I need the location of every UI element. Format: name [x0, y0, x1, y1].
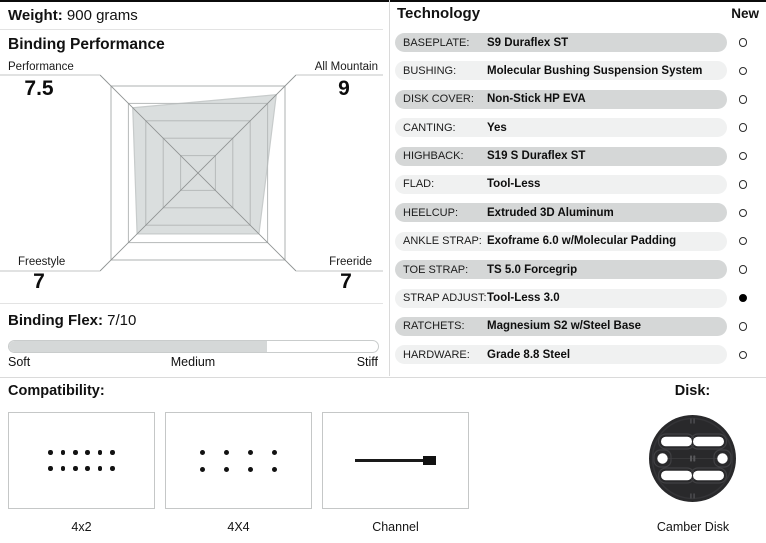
channel-plug — [423, 456, 436, 465]
tech-row-value: Extruded 3D Aluminum — [487, 206, 614, 219]
mount-hole-dot — [61, 466, 66, 471]
weight-row — [8, 7, 138, 24]
flex-meter — [8, 340, 379, 353]
divider — [0, 377, 766, 378]
tech-pill — [395, 61, 727, 80]
mount-hole-dot — [98, 466, 103, 471]
technology-header — [395, 5, 759, 22]
tech-pill — [395, 260, 727, 279]
tech-row — [395, 175, 759, 194]
mount-hole-dot — [248, 467, 253, 472]
tech-row — [395, 289, 759, 308]
tech-row-value: Tool-Less 3.0 — [487, 292, 560, 305]
technology-table — [395, 33, 759, 374]
binding-flex-value: 7/10 — [107, 312, 137, 329]
mount-hole-dot — [110, 466, 115, 471]
new-indicator-cell — [727, 38, 759, 47]
new-indicator-cell — [727, 237, 759, 246]
flex-meter-fill — [9, 341, 267, 352]
new-indicator-empty-icon — [739, 67, 748, 76]
vertical-divider — [389, 0, 390, 376]
tech-row — [395, 147, 759, 166]
mount-hole-dot — [85, 450, 90, 455]
flex-scale-medium: Medium — [170, 355, 216, 369]
flex-scale-stiff: Stiff — [356, 355, 378, 369]
new-indicator-cell — [727, 180, 759, 189]
compat-box-4x4 — [165, 412, 312, 509]
camber-disk-image — [648, 414, 737, 503]
radar-data-polygon — [133, 95, 277, 234]
compatibility-title: Compatibility: — [8, 383, 105, 399]
mount-hole-dot — [98, 450, 103, 455]
mount-hole-dot — [224, 450, 229, 455]
compat-box-channel — [322, 412, 469, 509]
mount-hole-dot — [73, 466, 78, 471]
radar-value-performance: 7.5 — [24, 77, 54, 100]
tech-row-label: HIGHBACK: — [403, 150, 464, 163]
radar-value-all-mountain: 9 — [338, 77, 350, 100]
tech-row-value: Grade 8.8 Steel — [487, 348, 571, 361]
mount-hole-dot — [61, 450, 66, 455]
radar-label-freeride: Freeride — [329, 256, 372, 268]
tech-pill — [395, 90, 727, 109]
mount-hole-dot — [200, 467, 205, 472]
new-indicator-empty-icon — [739, 95, 748, 104]
tech-row-value: Non-Stick HP EVA — [487, 93, 586, 106]
mount-hole-dot — [272, 467, 277, 472]
top-border — [0, 0, 766, 2]
compat-box-4x2 — [8, 412, 155, 509]
tech-row — [395, 61, 759, 80]
new-indicator-empty-icon — [739, 152, 748, 161]
tech-pill — [395, 33, 727, 52]
tech-row-label: RATCHETS: — [403, 320, 465, 333]
new-column-header: New — [731, 6, 759, 21]
weight-label: Weight: — [8, 7, 63, 24]
radar-value-freeride: 7 — [340, 270, 352, 293]
radar-label-all-mountain: All Mountain — [314, 61, 378, 73]
camber-disk-label: Camber Disk — [656, 520, 730, 534]
weight-value: 900 grams — [66, 7, 138, 24]
tech-row-value: Yes — [487, 121, 507, 134]
tech-row-label: HEELCUP: — [403, 206, 459, 219]
tech-row-label: BUSHING: — [403, 64, 457, 77]
tech-pill — [395, 289, 727, 308]
tech-row-label: ANKLE STRAP: — [403, 235, 482, 248]
tech-row — [395, 232, 759, 251]
tech-row — [395, 317, 759, 336]
radar-value-freestyle: 7 — [33, 270, 45, 293]
tech-pill — [395, 345, 727, 364]
binding-flex-label: Binding Flex: — [8, 312, 103, 329]
tech-row-value: Tool-Less — [487, 178, 541, 191]
compat-label: Channel — [372, 520, 419, 534]
tech-row-value: S19 S Duraflex ST — [487, 150, 586, 163]
new-indicator-filled-icon — [739, 294, 748, 303]
tech-row — [395, 345, 759, 364]
new-indicator-cell — [727, 152, 759, 161]
tech-pill — [395, 118, 727, 137]
new-indicator-cell — [727, 351, 759, 360]
disk-title: Disk: — [674, 383, 711, 399]
mount-hole-dot — [48, 466, 53, 471]
divider — [0, 303, 383, 304]
divider — [0, 29, 383, 30]
new-indicator-cell — [727, 95, 759, 104]
tech-row-label: TOE STRAP: — [403, 263, 469, 276]
tech-row-label: BASEPLATE: — [403, 36, 470, 49]
tech-pill — [395, 175, 727, 194]
new-indicator-empty-icon — [739, 123, 748, 132]
tech-row-value: Magnesium S2 w/Steel Base — [487, 320, 642, 333]
tech-pill — [395, 147, 727, 166]
new-indicator-empty-icon — [739, 265, 748, 274]
tech-row-label: STRAP ADJUST: — [403, 292, 487, 305]
tech-pill — [395, 232, 727, 251]
tech-row-value: S9 Duraflex ST — [487, 36, 569, 49]
radar-label-performance: Performance — [8, 61, 74, 73]
tech-row-label: FLAD: — [403, 178, 435, 191]
tech-row-label: CANTING: — [403, 121, 456, 134]
tech-pill — [395, 203, 727, 222]
new-indicator-empty-icon — [739, 180, 748, 189]
new-indicator-cell — [727, 209, 759, 218]
mount-hole-dot — [48, 450, 53, 455]
new-indicator-empty-icon — [739, 322, 748, 331]
new-indicator-cell — [727, 322, 759, 331]
new-indicator-empty-icon — [739, 209, 748, 218]
mount-hole-dot — [110, 450, 115, 455]
mount-hole-dot — [85, 466, 90, 471]
tech-row-label: HARDWARE: — [403, 348, 470, 361]
tech-row — [395, 118, 759, 137]
tech-row-value: Exoframe 6.0 w/Molecular Padding — [487, 235, 677, 248]
mount-hole-dot — [73, 450, 78, 455]
new-indicator-cell — [727, 123, 759, 132]
new-indicator-empty-icon — [739, 237, 748, 246]
technology-title: Technology — [397, 5, 481, 22]
binding-performance-title: Binding Performance — [8, 36, 165, 53]
channel-line — [355, 459, 423, 462]
mount-hole-dot — [272, 450, 277, 455]
tech-row — [395, 203, 759, 222]
mount-hole-dot — [224, 467, 229, 472]
new-indicator-cell — [727, 294, 759, 303]
tech-row — [395, 90, 759, 109]
tech-row — [395, 260, 759, 279]
new-indicator-cell — [727, 265, 759, 274]
mount-hole-dot — [200, 450, 205, 455]
binding-flex-title — [8, 312, 136, 329]
new-indicator-cell — [727, 67, 759, 76]
flex-scale — [8, 355, 378, 369]
compat-label: 4X4 — [227, 520, 250, 534]
tech-row-value: TS 5.0 Forcegrip — [487, 263, 578, 276]
new-indicator-empty-icon — [739, 38, 748, 47]
tech-pill — [395, 317, 727, 336]
new-indicator-empty-icon — [739, 351, 748, 360]
flex-scale-soft: Soft — [8, 355, 31, 369]
tech-row — [395, 33, 759, 52]
mount-hole-dot — [248, 450, 253, 455]
radar-label-freestyle: Freestyle — [18, 256, 66, 268]
tech-row-value: Molecular Bushing Suspension System — [487, 64, 703, 77]
tech-row-label: DISK COVER: — [403, 93, 474, 106]
compat-label: 4x2 — [71, 520, 92, 534]
